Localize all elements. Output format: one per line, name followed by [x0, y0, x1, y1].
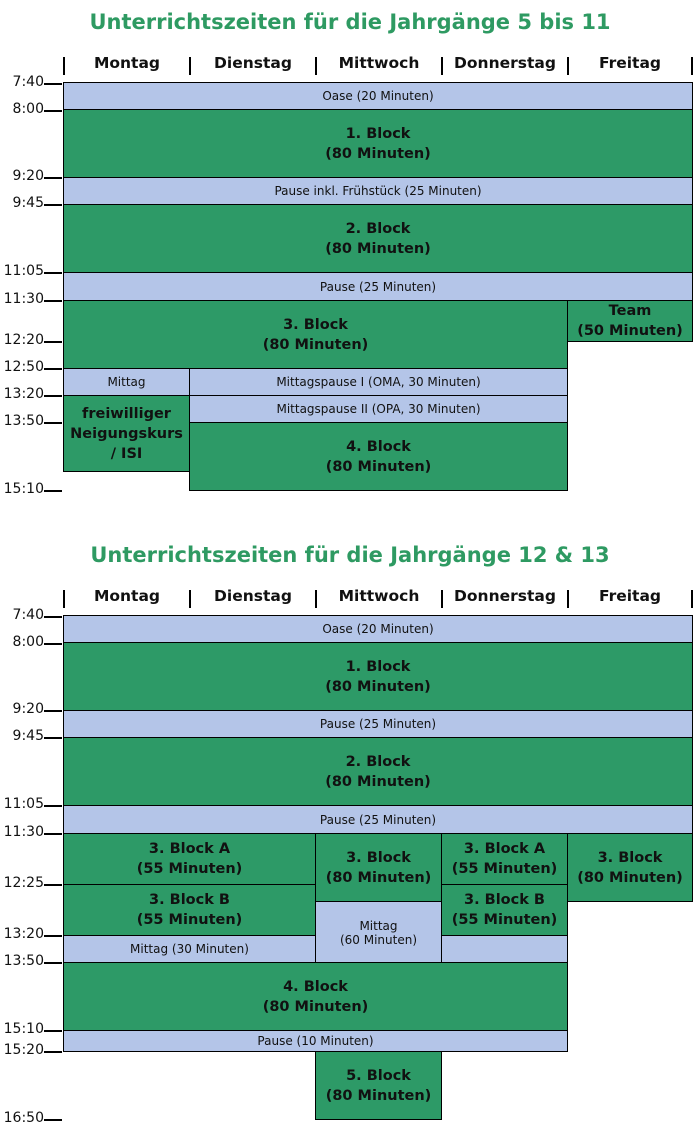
break-period: Pause inkl. Frühstück (25 Minuten) [63, 177, 693, 205]
time-tick [44, 204, 62, 206]
time-label: 7:40 [12, 607, 44, 623]
time-label: 9:20 [12, 701, 44, 717]
time-tick [44, 616, 62, 618]
block-4: 4. Block (80 Minuten) [63, 962, 568, 1031]
block-3-wed: 3. Block (80 Minuten) [315, 833, 442, 902]
day-header-mittwoch: Mittwoch [338, 587, 420, 605]
block-3a-thu: 3. Block A (55 Minuten) [441, 833, 568, 885]
day-header-donnerstag: Donnerstag [454, 54, 556, 72]
block-3a-mon-tue: 3. Block A (55 Minuten) [63, 833, 316, 885]
break-period: Pause (25 Minuten) [63, 805, 693, 834]
time-tick [44, 422, 62, 424]
day-header-dienstag: Dienstag [214, 587, 292, 605]
time-tick [44, 1030, 62, 1032]
time-label: 13:50 [3, 953, 44, 969]
day-header-mittwoch: Mittwoch [338, 54, 420, 72]
day-header-freitag: Freitag [598, 54, 662, 72]
block-3b-mon-tue: 3. Block B (55 Minuten) [63, 884, 316, 936]
time-tick [44, 833, 62, 835]
oase-period: Oase (20 Minuten) [63, 82, 693, 110]
time-label: 7:40 [12, 74, 44, 90]
day-header-montag: Montag [93, 587, 161, 605]
time-label: 11:05 [3, 796, 44, 812]
block-1: 1. Block (80 Minuten) [63, 109, 693, 178]
time-label: 13:50 [3, 413, 44, 429]
time-tick [44, 300, 62, 302]
time-tick [44, 177, 62, 179]
time-label: 15:10 [3, 1021, 44, 1037]
lunch-break-2: Mittagspause II (OPA, 30 Minuten) [189, 395, 568, 423]
time-tick [44, 884, 62, 886]
block-4: 4. Block (80 Minuten) [189, 422, 568, 491]
break-period: Pause (10 Minuten) [63, 1030, 568, 1052]
lunch-60-wed: Mittag (60 Minuten) [315, 901, 442, 963]
time-tick [44, 710, 62, 712]
block-3b-thu: 3. Block B (55 Minuten) [441, 884, 568, 936]
time-tick [44, 110, 62, 112]
time-tick [44, 341, 62, 343]
time-label: 11:30 [3, 824, 44, 840]
time-label: 15:20 [3, 1042, 44, 1058]
break-period: Pause (25 Minuten) [63, 272, 693, 301]
day-header-freitag: Freitag [598, 587, 662, 605]
time-label: 9:20 [12, 168, 44, 184]
table2-title: Unterrichtszeiten für die Jahrgänge 12 & 13 [90, 543, 610, 567]
time-tick [44, 490, 62, 492]
time-tick [44, 805, 62, 807]
time-label: 11:05 [3, 263, 44, 279]
block-3-fri: 3. Block (80 Minuten) [567, 833, 693, 902]
lunch-period: Mittag [63, 368, 190, 396]
table1-title: Unterrichtszeiten für die Jahrgänge 5 bis 11 [89, 10, 611, 34]
time-tick [44, 1119, 62, 1121]
time-tick [44, 962, 62, 964]
block-2: 2. Block (80 Minuten) [63, 737, 693, 806]
time-tick [44, 643, 62, 645]
team-period: Team (50 Minuten) [567, 300, 693, 342]
time-label: 8:00 [12, 101, 44, 117]
block-3: 3. Block (80 Minuten) [63, 300, 568, 369]
lunch-break-1: Mittagspause I (OMA, 30 Minuten) [189, 368, 568, 396]
lunch-30-period: Mittag (30 Minuten) [63, 935, 568, 963]
day-header-montag: Montag [93, 54, 161, 72]
time-tick [44, 1051, 62, 1053]
block-1: 1. Block (80 Minuten) [63, 642, 693, 711]
time-label: 12:20 [3, 332, 44, 348]
time-label: 12:25 [3, 875, 44, 891]
time-label: 11:30 [3, 291, 44, 307]
time-tick [44, 395, 62, 397]
time-tick [44, 272, 62, 274]
time-label: 13:20 [3, 926, 44, 942]
time-label: 9:45 [12, 728, 44, 744]
day-header-dienstag: Dienstag [214, 54, 292, 72]
day-header-donnerstag: Donnerstag [454, 587, 556, 605]
time-label: 8:00 [12, 634, 44, 650]
block-2: 2. Block (80 Minuten) [63, 204, 693, 273]
time-label: 13:20 [3, 386, 44, 402]
time-label: 16:50 [3, 1110, 44, 1126]
time-tick [44, 83, 62, 85]
oase-period: Oase (20 Minuten) [63, 615, 693, 643]
block-5: 5. Block (80 Minuten) [315, 1051, 442, 1120]
time-tick [44, 737, 62, 739]
time-tick [44, 368, 62, 370]
break-period: Pause (25 Minuten) [63, 710, 693, 738]
time-tick [44, 935, 62, 937]
time-label: 15:10 [3, 481, 44, 497]
time-label: 9:45 [12, 195, 44, 211]
elective-course: freiwilliger Neigungskurs / ISI [63, 395, 190, 472]
time-label: 12:50 [3, 359, 44, 375]
